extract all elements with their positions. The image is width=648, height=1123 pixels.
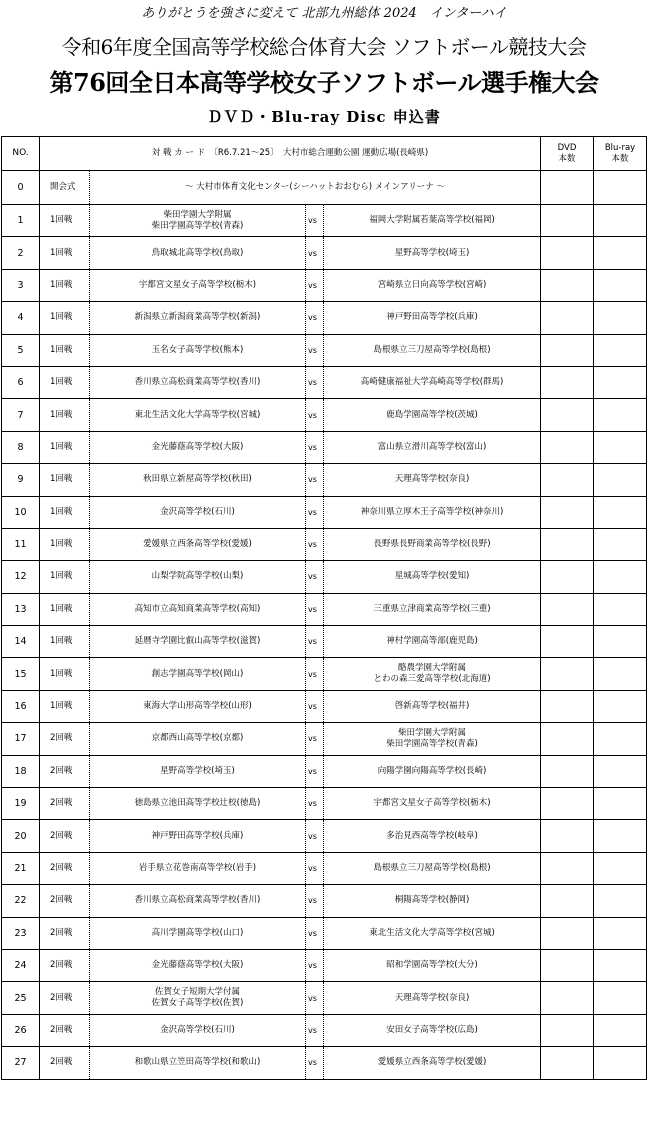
bluray-count-cell[interactable] [594,496,647,528]
team-left [90,464,306,496]
row-no: 22 [2,885,40,917]
dvd-count-cell[interactable] [541,820,594,852]
team-right-line: 天理高等学校(奈良) [394,992,470,1003]
bluray-count-cell[interactable] [594,658,647,690]
row-round: 2回戦 [40,1047,90,1079]
table-row [2,399,647,431]
order-table [1,136,647,1080]
team-right [324,237,541,269]
team-right [324,917,541,949]
vs-label: vs [306,885,324,917]
dvd-count-cell[interactable] [541,171,594,205]
form-header [0,0,648,136]
bluray-count-cell[interactable] [594,269,647,301]
bluray-count-cell[interactable] [594,755,647,787]
team-right [324,302,541,334]
table-row [2,561,647,593]
table-row [2,269,647,301]
team-right [324,1014,541,1046]
team-right [324,658,541,690]
row-no: 25 [2,982,40,1014]
bluray-count-cell[interactable] [594,237,647,269]
dvd-count-cell[interactable] [541,1047,594,1079]
row-no: 18 [2,755,40,787]
team-right [324,723,541,755]
row-round: 1回戦 [40,366,90,398]
table-row [2,658,647,690]
vs-label: vs [306,1047,324,1079]
vs-label: vs [306,1014,324,1046]
team-left [90,626,306,658]
bluray-count-cell[interactable] [594,561,647,593]
team-right [324,820,541,852]
team-left [90,528,306,560]
bluray-count-cell[interactable] [594,205,647,237]
row-round: 1回戦 [40,205,90,237]
dvd-count-cell[interactable] [541,690,594,722]
row-round: 1回戦 [40,334,90,366]
dvd-count-cell[interactable] [541,1014,594,1046]
team-left [90,1014,306,1046]
team-right-line: 宮崎県立日向高等学校(宮崎) [377,279,487,290]
team-right-line: 三重県立津商業高等学校(三重) [373,603,491,614]
team-left [90,496,306,528]
dvd-count-cell[interactable] [541,949,594,981]
vs-label: vs [306,593,324,625]
table-row [2,496,647,528]
team-right [324,626,541,658]
row-no: 14 [2,626,40,658]
row-no: 20 [2,820,40,852]
dvd-count-cell[interactable] [541,205,594,237]
team-right-line: 桐陽高等学校(静岡) [394,895,470,906]
row-no: 15 [2,658,40,690]
row-round: 1回戦 [40,690,90,722]
team-right-line: 酪農学園大学附属 [398,663,467,674]
team-right [324,690,541,722]
team-left-line: 金光藤蔭高等学校(大阪) [151,441,244,452]
team-left-line: 岩手県立花巻南高等学校(岩手) [138,863,257,873]
championship-title: 第76回全日本高等学校女子ソフトボール選手権大会 [49,68,599,97]
team-right-line: 多治見西高等学校(岐阜) [386,830,478,841]
row-round: 2回戦 [40,885,90,917]
event-slogan: ありがとうを強さに変えて 北部九州総体 2024 インターハイ [141,6,507,21]
row-no: 17 [2,723,40,755]
team-left-line: 徳島県立池田高等学校辻校(徳島) [134,798,261,809]
dvd-count-cell[interactable] [541,334,594,366]
team-left [90,982,306,1014]
team-right [324,949,541,981]
table-row [2,982,647,1014]
vs-label: vs [306,302,324,334]
row-round: 開会式 [40,171,90,205]
team-right-line: 柴田学園大学附属 [398,727,467,738]
row-round: 1回戦 [40,237,90,269]
form-title: ＤＶＤ・Blu-ray Disc 申込書 [207,108,441,126]
row-no: 10 [2,496,40,528]
dvd-count-cell[interactable] [541,658,594,690]
team-right [324,464,541,496]
team-right-line: 神村学園高等部(鹿児島) [386,636,478,647]
team-left-line: 延暦寺学園比叡山高等学校(滋賀) [134,636,261,647]
team-left-line: 香川県立高松商業高等学校(香川) [134,895,261,906]
table-row [2,820,647,852]
dvd-count-cell[interactable] [541,302,594,334]
header-bluray-label: Blu-ray [604,142,636,153]
row-round: 2回戦 [40,723,90,755]
team-left-line: 創志学園高等学校(岡山) [151,668,244,679]
dvd-count-cell[interactable] [541,626,594,658]
vs-label: vs [306,690,324,722]
row-round: 2回戦 [40,788,90,820]
row-no: 19 [2,788,40,820]
table-row [2,690,647,722]
bluray-count-cell[interactable] [594,593,647,625]
team-right-line: 長野県長野商業高等学校(長野) [373,539,491,550]
dvd-count-cell[interactable] [541,561,594,593]
team-left [90,820,306,852]
row-no: 4 [2,302,40,334]
team-right-line: 宇都宮文星女子高等学校(栃木) [373,798,491,809]
dvd-count-cell[interactable] [541,982,594,1014]
vs-label: vs [306,723,324,755]
row-round: 2回戦 [40,852,90,884]
table-row [2,528,647,560]
row-no: 5 [2,334,40,366]
team-left [90,561,306,593]
table-row [2,205,647,237]
bluray-count-cell[interactable] [594,949,647,981]
team-right-line: 福岡大学附属若葉高等学校(福岡) [369,215,495,226]
header-dvd-label: DVD [557,142,577,153]
row-no: 13 [2,593,40,625]
dvd-count-cell[interactable] [541,496,594,528]
team-left-line: 鳥取城北高等学校(鳥取) [151,247,244,258]
row-round: 1回戦 [40,658,90,690]
table-row [2,464,647,496]
row-round: 1回戦 [40,431,90,463]
table-row [2,237,647,269]
table-row [2,755,647,787]
vs-label: vs [306,205,324,237]
team-left-line: 新潟県立新潟商業高等学校(新潟) [134,312,261,323]
team-left [90,269,306,301]
row-round: 2回戦 [40,949,90,981]
row-round: 1回戦 [40,399,90,431]
team-right-line: 島根県立三刀屋高等学校(島根) [373,344,491,355]
vs-label: vs [306,496,324,528]
table-row [2,949,647,981]
team-right [324,982,541,1014]
team-left-line: 山梨学院高等学校(山梨) [151,571,244,582]
dvd-count-cell[interactable] [541,723,594,755]
row-no: 24 [2,949,40,981]
team-left-line: 京都西山高等学校(京都) [151,733,244,744]
vs-label: vs [306,982,324,1014]
team-left-line: 金光藤蔭高等学校(大阪) [151,960,244,971]
team-left-line: 愛媛県立西条高等学校(愛媛) [143,539,252,550]
bluray-count-cell[interactable] [594,302,647,334]
row-no: 27 [2,1047,40,1079]
team-right-line: 啓新高等学校(福井) [394,701,470,712]
dvd-count-cell[interactable] [541,852,594,884]
vs-label: vs [306,528,324,560]
row-no: 26 [2,1014,40,1046]
vs-label: vs [306,237,324,269]
dvd-count-cell[interactable] [541,464,594,496]
team-left [90,690,306,722]
team-left-line: 佐賀女子高等学校(佐賀) [151,998,244,1009]
bluray-count-cell[interactable] [594,171,647,205]
row-no: 12 [2,561,40,593]
table-row [2,626,647,658]
header-match-card: 対 戦 カ ー ド 〔R6.7.21～25〕 大村市総合運動公園 運動広場(長崎県) [40,137,541,171]
row-round: 1回戦 [40,626,90,658]
vs-label: vs [306,431,324,463]
row-round: 1回戦 [40,464,90,496]
team-right-line: 高崎健康福祉大学高崎高等学校(群馬) [360,377,504,388]
vs-label: vs [306,269,324,301]
team-right [324,205,541,237]
team-left-line: 金沢高等学校(石川) [160,1024,235,1035]
table-row [2,1047,647,1079]
team-right [324,269,541,301]
row-round: 1回戦 [40,593,90,625]
vs-label: vs [306,334,324,366]
row-no: 1 [2,205,40,237]
bluray-count-cell[interactable] [594,1047,647,1079]
team-left-line: 星野高等学校(埼玉) [160,765,235,776]
bluray-count-cell[interactable] [594,366,647,398]
header-dvd-count [541,137,594,171]
team-right-line: 柴田学園高等学校(青森) [386,738,478,749]
team-right [324,885,541,917]
row-no: 0 [2,171,40,205]
bluray-count-cell[interactable] [594,917,647,949]
dvd-count-cell[interactable] [541,366,594,398]
team-right-line: 鹿島学園高等学校(茨城) [386,409,478,420]
table-row [2,366,647,398]
vs-label: vs [306,820,324,852]
team-right-line: 天理高等学校(奈良) [394,474,470,485]
bluray-count-cell[interactable] [594,464,647,496]
bluray-count-cell[interactable] [594,852,647,884]
row-no: 21 [2,852,40,884]
team-right-line: 向陽学園向陽高等学校(長崎) [377,765,487,776]
row-round: 1回戦 [40,528,90,560]
competition-title: 令和6年度全国高等学校総合体育大会 ソフトボール競技大会 [61,35,587,59]
team-right-line: 島根県立三刀屋高等学校(島根) [373,863,491,873]
row-round: 2回戦 [40,917,90,949]
dvd-count-cell[interactable] [541,528,594,560]
team-left [90,593,306,625]
dvd-count-cell[interactable] [541,593,594,625]
header-bluray-count [594,137,647,171]
team-left [90,917,306,949]
team-left-line: 秋田県立新屋高等学校(秋田) [143,474,252,485]
dvd-count-cell[interactable] [541,237,594,269]
team-left-line: 東海大学山形高等学校(山形) [143,701,252,712]
team-right [324,561,541,593]
bluray-count-cell[interactable] [594,626,647,658]
bluray-count-cell[interactable] [594,431,647,463]
team-left [90,723,306,755]
vs-label: vs [306,658,324,690]
table-row [2,788,647,820]
team-right [324,334,541,366]
team-right-line: 星城高等学校(愛知) [394,571,470,582]
team-right-line: 安田女子高等学校(広島) [386,1024,478,1035]
team-left [90,431,306,463]
team-right [324,1047,541,1079]
row-round: 2回戦 [40,820,90,852]
team-left [90,237,306,269]
bluray-count-cell[interactable] [594,788,647,820]
row-round: 1回戦 [40,269,90,301]
team-left-line: 和歌山県立笠田高等学校(和歌山) [134,1057,261,1068]
team-right [324,593,541,625]
row-round: 1回戦 [40,302,90,334]
row-no: 16 [2,690,40,722]
row-no: 11 [2,528,40,560]
team-right [324,431,541,463]
row-no: 7 [2,399,40,431]
team-right-line: とわの森三愛高等学校(北海道) [373,674,491,685]
bluray-count-cell[interactable] [594,1014,647,1046]
team-left-line: 柴田学園大学附属 [163,209,232,220]
team-left-line: 金沢高等学校(石川) [160,506,235,517]
row-no: 9 [2,464,40,496]
team-left-line: 香川県立高松商業高等学校(香川) [134,377,261,388]
row-no: 2 [2,237,40,269]
vs-label: vs [306,464,324,496]
dvd-count-cell[interactable] [541,885,594,917]
team-right [324,366,541,398]
team-right-line: 富山県立滑川高等学校(富山) [377,441,487,452]
row-round: 2回戦 [40,982,90,1014]
row-round: 2回戦 [40,1014,90,1046]
team-right-line: 愛媛県立西条高等学校(愛媛) [377,1057,487,1068]
table-row [2,302,647,334]
bluray-count-cell[interactable] [594,399,647,431]
table-row [2,723,647,755]
vs-label: vs [306,366,324,398]
bluray-count-cell[interactable] [594,723,647,755]
team-left [90,788,306,820]
opening-venue: ～ 大村市体育文化センター(シーハットおおむら) メインアリーナ ～ [90,171,541,205]
row-no: 8 [2,431,40,463]
table-row [2,334,647,366]
team-right [324,496,541,528]
team-left-line: 神戸野田高等学校(兵庫) [151,830,244,841]
bluray-count-cell[interactable] [594,982,647,1014]
row-round: 2回戦 [40,755,90,787]
row-no: 23 [2,917,40,949]
header-no: NO. [2,137,40,171]
bluray-count-cell[interactable] [594,885,647,917]
vs-label: vs [306,949,324,981]
team-left [90,755,306,787]
team-right-line: 神戸野田高等学校(兵庫) [386,312,478,323]
vs-label: vs [306,561,324,593]
team-left-line: 高知市立高知商業高等学校(高知) [134,603,261,614]
team-right-line: 東北生活文化大学高等学校(宮城) [369,927,495,938]
team-left [90,302,306,334]
team-right [324,528,541,560]
row-round: 1回戦 [40,561,90,593]
team-left [90,949,306,981]
team-right [324,788,541,820]
team-left-line: 玉名女子高等学校(熊本) [151,344,244,355]
vs-label: vs [306,399,324,431]
table-row [2,885,647,917]
row-round: 1回戦 [40,496,90,528]
vs-label: vs [306,917,324,949]
table-header-row [2,137,647,171]
bluray-count-cell[interactable] [594,690,647,722]
vs-label: vs [306,788,324,820]
team-left [90,1047,306,1079]
team-left [90,885,306,917]
vs-label: vs [306,852,324,884]
row-no: 6 [2,366,40,398]
table-row [2,852,647,884]
team-right-line: 神奈川県立厚木王子高等学校(神奈川) [360,506,504,517]
vs-label: vs [306,626,324,658]
team-right-line: 昭和学園高等学校(大分) [386,960,478,971]
vs-label: vs [306,755,324,787]
dvd-count-cell[interactable] [541,755,594,787]
team-left-line: 柴田学園高等学校(青森) [151,220,244,231]
team-left [90,658,306,690]
team-left [90,334,306,366]
table-row [2,1014,647,1046]
team-left-line: 宇都宮文星女子高等学校(栃木) [138,279,257,290]
team-left [90,852,306,884]
bluray-count-cell[interactable] [594,334,647,366]
dvd-count-cell[interactable] [541,431,594,463]
team-left-line: 高川学園高等学校(山口) [151,927,244,938]
table-row-opening [2,171,647,205]
team-left-line: 東北生活文化大学高等学校(宮城) [134,409,261,420]
dvd-count-cell[interactable] [541,399,594,431]
bluray-count-cell[interactable] [594,528,647,560]
team-left-line: 佐賀女子短期大学付属 [154,987,240,998]
table-row [2,431,647,463]
header-bluray-unit: 本数 [611,153,629,164]
dvd-count-cell[interactable] [541,788,594,820]
team-right [324,755,541,787]
row-no: 3 [2,269,40,301]
team-left [90,366,306,398]
team-right [324,852,541,884]
team-right [324,399,541,431]
header-dvd-unit: 本数 [558,153,576,164]
table-row [2,917,647,949]
table-row [2,593,647,625]
team-left [90,399,306,431]
dvd-count-cell[interactable] [541,917,594,949]
bluray-count-cell[interactable] [594,820,647,852]
team-left [90,205,306,237]
team-right-line: 星野高等学校(埼玉) [394,247,470,258]
dvd-count-cell[interactable] [541,269,594,301]
